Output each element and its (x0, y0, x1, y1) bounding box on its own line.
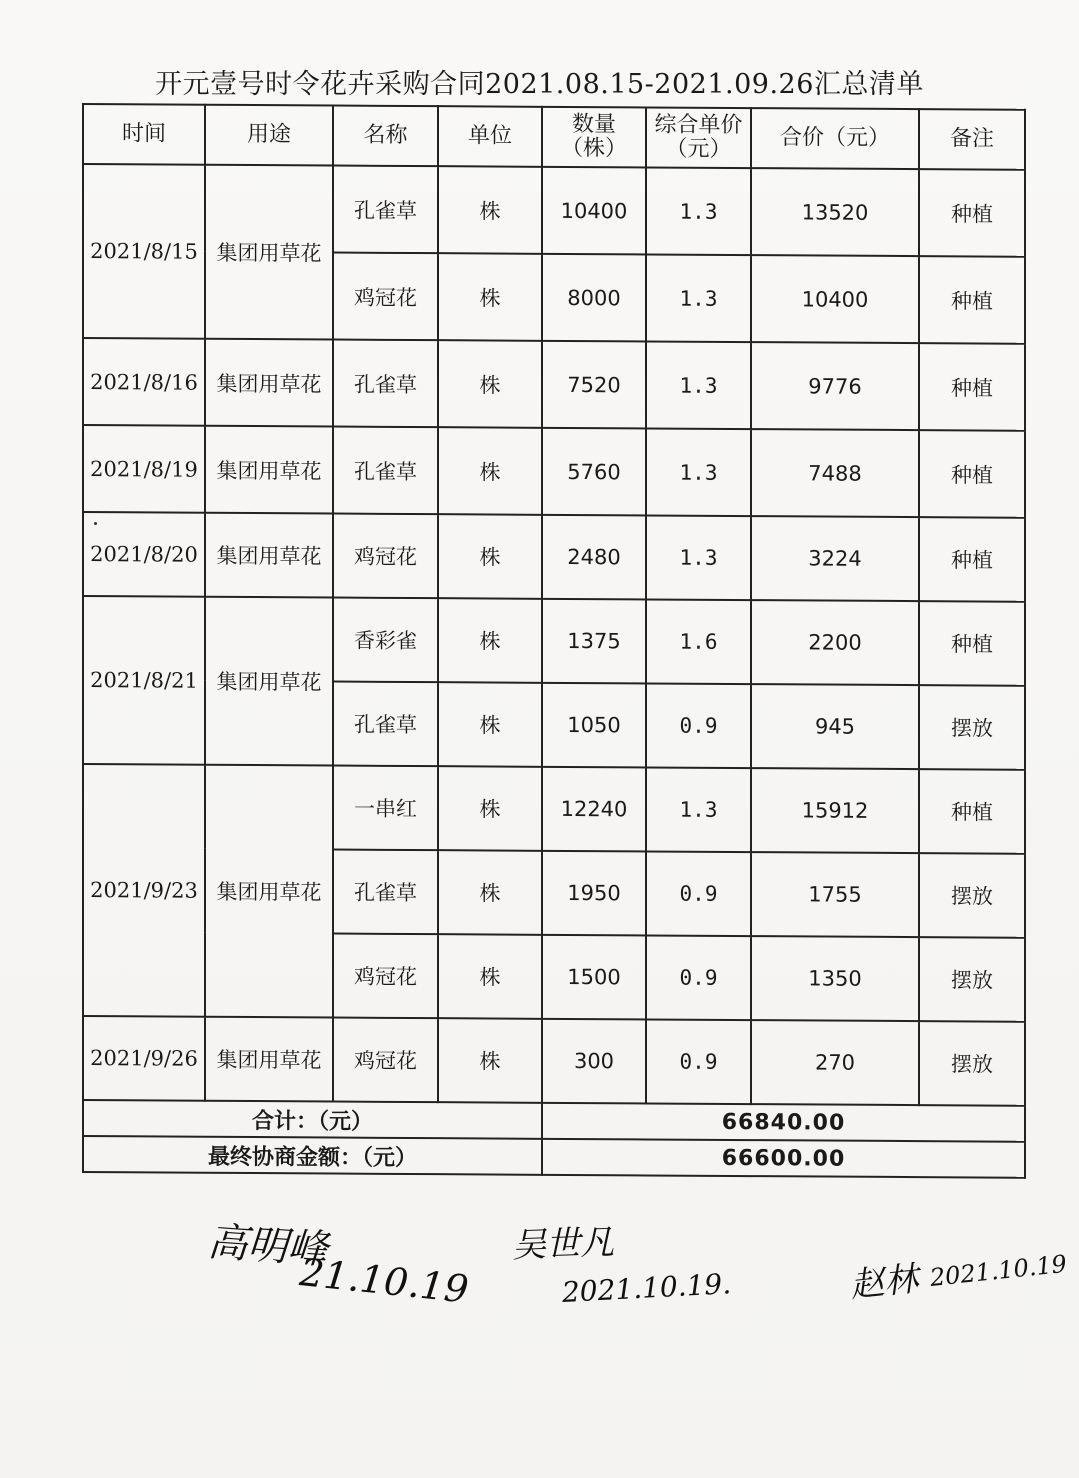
cell-quantity: 5760 (542, 428, 646, 516)
cell-name: 孔雀草 (333, 427, 438, 515)
cell-unit: 株 (438, 514, 542, 599)
cell-name: 香彩雀 (333, 598, 438, 683)
table-row (83, 338, 1025, 431)
cell-name: 孔雀草 (333, 166, 438, 254)
cell-total-price: 1350 (751, 936, 919, 1021)
cell-total-price: 7488 (751, 429, 919, 517)
signature-3-date: 2021.10.19 (928, 1249, 1069, 1292)
cell-quantity: 1050 (542, 683, 646, 768)
cell-note: 种植 (919, 343, 1025, 431)
cell-note: 摆放 (919, 937, 1025, 1022)
cell-usage: 集团用草花 (205, 339, 333, 427)
cell-date: 2021/8/19 (83, 425, 205, 513)
header-quantity-line1: 数量 (571, 111, 616, 138)
cell-usage: 集团用草花 (205, 513, 333, 598)
cell-usage: 集团用草花 (205, 165, 333, 340)
table-row (83, 512, 1025, 602)
final-amount-label: 最终协商金额：（元） (83, 1136, 542, 1175)
subtotal-label: 合计：（元） (83, 1100, 542, 1139)
cell-quantity: 1950 (542, 851, 646, 936)
cell-total-price: 10400 (751, 255, 919, 343)
cell-unit-price: 1.6 (646, 599, 751, 684)
cell-quantity: 1500 (542, 935, 646, 1020)
cell-note: 种植 (919, 517, 1025, 602)
cell-total-price: 1755 (751, 852, 919, 937)
cell-unit: 株 (438, 427, 542, 515)
cell-unit: 株 (438, 253, 542, 341)
cell-unit-price: 0.9 (646, 935, 751, 1020)
cell-total-price: 945 (751, 684, 919, 769)
subtotal-value: 66840.00 (542, 1103, 1025, 1142)
final-amount-value: 66600.00 (542, 1139, 1025, 1178)
cell-name: 鸡冠花 (333, 514, 438, 599)
cell-usage: 集团用草花 (205, 765, 333, 1018)
cell-unit: 株 (438, 1018, 542, 1103)
cell-unit: 株 (438, 934, 542, 1019)
cell-name: 孔雀草 (333, 850, 438, 935)
cell-note: 种植 (919, 430, 1025, 518)
cell-note: 种植 (919, 601, 1025, 686)
cell-name: 孔雀草 (333, 340, 438, 428)
header-usage: 用途 (205, 105, 333, 166)
cell-quantity: 1375 (542, 599, 646, 684)
cell-unit: 株 (438, 766, 542, 851)
cell-unit-price: 1.3 (646, 167, 751, 255)
cell-unit: 株 (438, 166, 542, 254)
cell-note: 摆放 (919, 1021, 1025, 1106)
cell-usage: 集团用草花 (205, 1017, 333, 1102)
cell-unit: 株 (438, 340, 542, 428)
cell-total-price: 13520 (751, 168, 919, 256)
table-row (83, 596, 1025, 686)
cell-note: 摆放 (919, 853, 1025, 938)
cell-unit: 株 (438, 850, 542, 935)
cell-name: 孔雀草 (333, 682, 438, 767)
procurement-summary-table (82, 103, 1026, 1179)
cell-quantity: 12240 (542, 767, 646, 852)
subtotal-row (83, 1100, 1025, 1142)
cell-date: 2021/8/15 (83, 164, 205, 339)
cell-usage: 集团用草花 (205, 426, 333, 514)
cell-note: 种植 (919, 769, 1025, 854)
header-unit: 单位 (438, 106, 542, 167)
cell-total-price: 9776 (751, 342, 919, 430)
cell-unit-price: 1.3 (646, 515, 751, 600)
final-amount-row (83, 1136, 1025, 1178)
table-row (83, 425, 1025, 518)
cell-note: 种植 (919, 169, 1025, 257)
table-row (83, 764, 1025, 854)
header-unit-price-line1: 综合单价 (654, 112, 743, 139)
cell-quantity: 7520 (542, 341, 646, 429)
cell-quantity: 2480 (542, 515, 646, 600)
cell-unit-price: 1.3 (646, 254, 751, 342)
cell-name: 一串红 (333, 766, 438, 851)
table-row (83, 164, 1025, 257)
table-row (83, 1016, 1025, 1106)
header-total-price: 合价（元） (751, 108, 919, 169)
cell-unit: 株 (438, 598, 542, 683)
document-title: 开元壹号时令花卉采购合同2021.08.15-2021.09.26汇总清单 (155, 69, 924, 100)
header-note: 备注 (919, 109, 1025, 170)
cell-total-price: 15912 (751, 768, 919, 853)
cell-quantity: 8000 (542, 254, 646, 342)
cell-name: 鸡冠花 (333, 1018, 438, 1103)
cell-unit-price: 0.9 (646, 683, 751, 768)
header-quantity (542, 107, 646, 168)
cell-date: 2021/9/26 (83, 1016, 205, 1101)
cell-unit-price: 0.9 (646, 851, 751, 936)
cell-total-price: 2200 (751, 600, 919, 685)
cell-date: 2021/8/21 (83, 596, 205, 765)
signature-1-name: 高明峰 (206, 1219, 330, 1274)
cell-date: 2021/8/20 (83, 512, 205, 597)
cell-total-price: 270 (751, 1020, 919, 1105)
signature-3-name: 赵林 (848, 1258, 921, 1306)
cell-unit: 株 (438, 682, 542, 767)
cell-quantity: 300 (542, 1019, 646, 1104)
header-row (83, 104, 1025, 170)
cell-total-price: 3224 (751, 516, 919, 601)
cell-quantity: 10400 (542, 167, 646, 255)
header-time: 时间 (83, 104, 205, 165)
cell-note: 种植 (919, 256, 1025, 344)
cell-usage: 集团用草花 (205, 597, 333, 766)
signature-1-date: 21.10.19 (297, 1250, 471, 1312)
cell-name: 鸡冠花 (333, 253, 438, 341)
header-unit-price (646, 107, 751, 168)
header-unit-price-line2: （元） (665, 136, 732, 162)
signature-2-name: 吴世凡 (511, 1222, 615, 1266)
header-name: 名称 (333, 106, 438, 167)
cell-note: 摆放 (919, 685, 1025, 770)
cell-unit-price: 1.3 (646, 428, 751, 516)
cell-name: 鸡冠花 (333, 934, 438, 1019)
signature-2-date: 2021.10.19. (561, 1267, 732, 1309)
cell-unit-price: 1.3 (646, 767, 751, 852)
cell-unit-price: 0.9 (646, 1019, 751, 1104)
cell-date: 2021/9/23 (83, 764, 205, 1017)
cell-unit-price: 1.3 (646, 341, 751, 429)
cell-date: 2021/8/16 (83, 338, 205, 426)
header-quantity-line2: （株） (560, 135, 627, 162)
